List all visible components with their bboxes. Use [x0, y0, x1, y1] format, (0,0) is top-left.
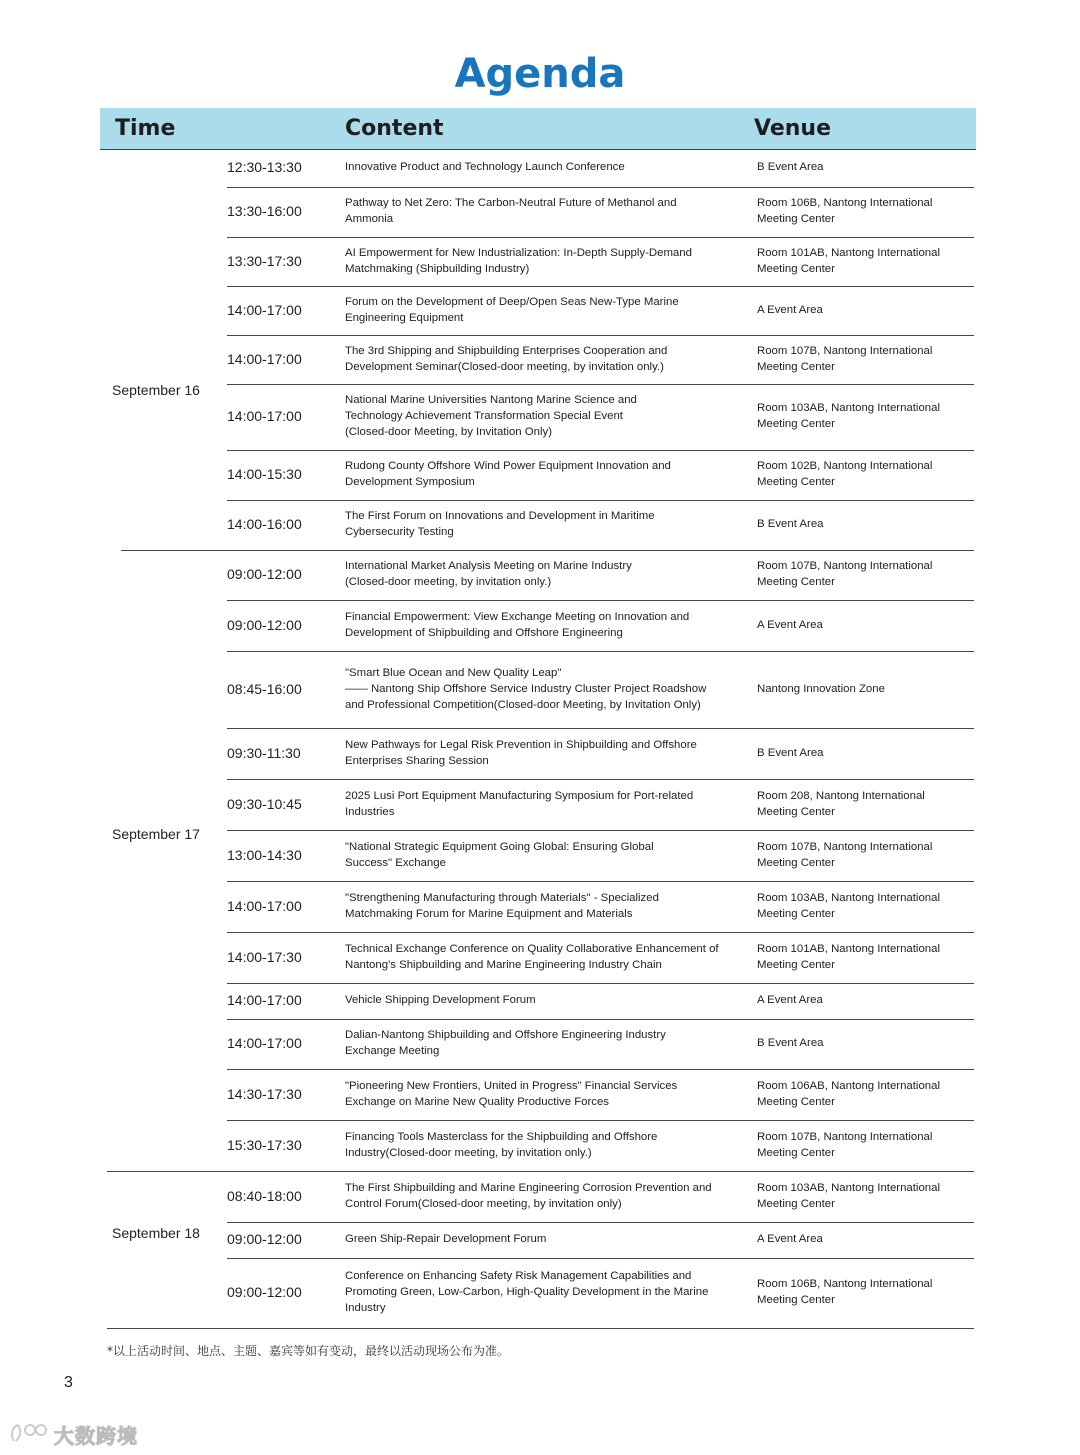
row-time: 13:30-16:00: [227, 203, 302, 219]
row-venue: B Event Area: [757, 161, 824, 173]
row-content: Vehicle Shipping Development Forum: [345, 994, 536, 1006]
row-divider: [227, 187, 974, 188]
row-time: 14:00-17:00: [227, 1035, 302, 1051]
row-content: The First Forum on Innovations and Development in Maritime Cybersecurity Testing: [345, 510, 655, 538]
row-time: 14:00-17:00: [227, 301, 302, 318]
table-header: [100, 108, 976, 149]
row-divider: [227, 830, 974, 831]
row-time: 14:00-17:00: [227, 350, 302, 367]
row-venue: Room 101AB, Nantong International Meeting Center: [757, 942, 941, 971]
row-time: 15:30-17:30: [227, 1136, 302, 1153]
day-label: September 18: [112, 1225, 200, 1241]
row-divider: [227, 1120, 974, 1121]
row-divider: [227, 1222, 974, 1223]
row-content: The First Shipbuilding and Marine Engineering Corrosion Prevention and Control Forum(Closed-door meeting, by invitation only): [345, 1181, 712, 1210]
row-time: 14:00-15:30: [227, 466, 302, 482]
row-content: "Smart Blue Ocean and New Quality Leap" —— Nantong Ship Offshore Service Industry Cluster Project Roadshow and Professional Competition(Closed-door Meeting, by Invitation Only): [345, 666, 707, 711]
row-content: "Strengthening Manufacturing through Materials" - Specialized Matchmaking Forum for Marine Equipment and Materials: [345, 891, 659, 920]
row-content: Technical Exchange Conference on Quality Collaborative Enhancement of Nantong's Shipbuilding and Marine Engineering Industry Chain: [345, 942, 719, 971]
row-content: Financing Tools Masterclass for the Shipbuilding and Offshore Industry(Closed-door meeting, by invitation only.): [345, 1130, 658, 1159]
row-time: 13:30-17:30: [227, 252, 302, 269]
row-time: 12:30-13:30: [227, 159, 302, 175]
row-divider: [227, 779, 974, 780]
row-venue: Room 103AB, Nantong International Meeting Center: [757, 891, 941, 920]
row-time: 13:00-14:30: [227, 846, 302, 863]
row-time: 14:00-17:30: [227, 948, 302, 965]
row-venue: B Event Area: [757, 746, 824, 759]
row-time: 14:00-17:00: [227, 992, 302, 1008]
row-time: 14:00-16:00: [227, 516, 302, 532]
row-time: 14:00-17:00: [227, 897, 302, 914]
row-divider: [227, 651, 974, 652]
row-content: 2025 Lusi Port Equipment Manufacturing Symposium for Port-related Industries: [345, 789, 694, 818]
row-content: Conference on Enhancing Safety Risk Management Capabilities and Promoting Green, Low-Carbon, High-Quality Development in the Marine Industry: [345, 1270, 709, 1314]
row-divider: [227, 932, 974, 933]
row-divider: [227, 1069, 974, 1070]
row-venue: B Event Area: [757, 1037, 824, 1049]
row-venue: Room 103AB, Nantong International Meeting Center: [757, 402, 941, 430]
row-venue: Room 103AB, Nantong International Meeting Center: [757, 1181, 941, 1210]
row-venue: Nantong Innovation Zone: [757, 682, 885, 695]
row-time: 09:00-12:00: [227, 566, 302, 582]
row-time: 08:40-18:00: [227, 1187, 302, 1204]
row-time: 09:30-11:30: [227, 744, 301, 761]
row-content: "Pioneering New Frontiers, United in Progress" Financial Services Exchange on Marine New Quality Productive Forces: [345, 1079, 678, 1108]
watermark: [8, 1420, 138, 1448]
row-venue: A Event Area: [757, 618, 823, 631]
header-content: Content: [345, 116, 444, 141]
row-content: National Marine Universities Nantong Marine Science and Technology Achievement Transformation Special Event (Closed-door Meeting, by Invitation Only): [345, 394, 637, 438]
row-venue: Room 208, Nantong International Meeting Center: [757, 789, 925, 818]
row-divider: [227, 500, 974, 501]
header-venue: Venue: [754, 116, 831, 141]
row-venue: A Event Area: [757, 994, 823, 1006]
row-time: 14:30-17:30: [227, 1085, 302, 1102]
row-content: Pathway to Net Zero: The Carbon-Neutral Future of Methanol and Ammonia: [345, 197, 677, 225]
header-time: Time: [115, 116, 176, 141]
row-venue: Room 106B, Nantong International Meeting Center: [757, 1278, 933, 1306]
day-label: September 16: [112, 382, 200, 398]
footnote: *以上活动时间、地点、主题、嘉宾等如有变动，最终以活动现场公布为准。: [107, 1344, 510, 1358]
row-time: 14:00-17:00: [227, 408, 302, 424]
row-venue: Room 106AB, Nantong International Meeting Center: [757, 1079, 941, 1108]
row-venue: Room 106B, Nantong International Meeting Center: [757, 197, 933, 225]
row-venue: Room 107B, Nantong International Meeting Center: [757, 560, 933, 588]
row-venue: Room 107B, Nantong International Meeting Center: [757, 840, 933, 869]
row-time: 09:00-12:00: [227, 1284, 302, 1300]
row-divider: [227, 1258, 974, 1259]
row-divider: [227, 1019, 974, 1020]
row-content: Financial Empowerment: View Exchange Meeting on Innovation and Development of Shipbuilding and Offshore Engineering: [345, 610, 690, 639]
row-divider: [107, 1171, 974, 1172]
row-divider: [227, 983, 974, 984]
row-divider: [227, 600, 974, 601]
row-divider: [227, 450, 974, 451]
row-venue: A Event Area: [757, 303, 823, 316]
row-content: Green Ship-Repair Development Forum: [345, 1233, 547, 1245]
row-time: 08:45-16:00: [227, 680, 302, 697]
row-divider: [227, 237, 974, 238]
row-divider: [121, 550, 974, 551]
row-divider: [100, 149, 976, 150]
row-time: 09:00-12:00: [227, 1231, 302, 1247]
watermark-text: 大数跨境: [54, 1423, 138, 1448]
row-divider: [227, 335, 974, 336]
row-time: 09:00-12:00: [227, 616, 302, 633]
row-time: 09:30-10:45: [227, 795, 302, 812]
row-venue: Room 107B, Nantong International Meeting Center: [757, 1130, 933, 1159]
page-number: 3: [64, 1374, 73, 1391]
row-content: AI Empowerment for New Industrialization: In-Depth Supply-Demand Matchmaking (Shipbuilding Industry): [345, 246, 692, 275]
row-venue: Room 102B, Nantong International Meeting Center: [757, 460, 933, 488]
page-title: Agenda: [454, 51, 626, 97]
row-content: Innovative Product and Technology Launch Conference: [345, 161, 625, 173]
row-divider: [227, 728, 974, 729]
row-venue: B Event Area: [757, 518, 824, 530]
row-content: International Market Analysis Meeting on Marine Industry (Closed-door meeting, by invitation only.): [345, 560, 632, 588]
row-content: Forum on the Development of Deep/Open Seas New-Type Marine Engineering Equipment: [345, 295, 679, 324]
row-divider: [227, 384, 974, 385]
row-content: "National Strategic Equipment Going Global: Ensuring Global Success" Exchange: [345, 840, 654, 869]
row-content: Rudong County Offshore Wind Power Equipment Innovation and Development Symposium: [345, 460, 671, 488]
row-venue: Room 101AB, Nantong International Meeting Center: [757, 246, 941, 275]
row-content: Dalian-Nantong Shipbuilding and Offshore Engineering Industry Exchange Meeting: [345, 1029, 666, 1057]
row-divider: [107, 1328, 974, 1329]
row-content: The 3rd Shipping and Shipbuilding Enterprises Cooperation and Development Seminar(Closed-door meeting, by invitation only.): [345, 344, 668, 373]
row-venue: Room 107B, Nantong International Meeting Center: [757, 344, 933, 373]
row-venue: A Event Area: [757, 1233, 823, 1245]
row-content: New Pathways for Legal Risk Prevention in Shipbuilding and Offshore Enterprises Sharing Session: [345, 738, 697, 767]
day-label: September 17: [112, 826, 200, 842]
row-divider: [227, 881, 974, 882]
row-divider: [227, 286, 974, 287]
watermark-logo-icon: [8, 1421, 50, 1447]
